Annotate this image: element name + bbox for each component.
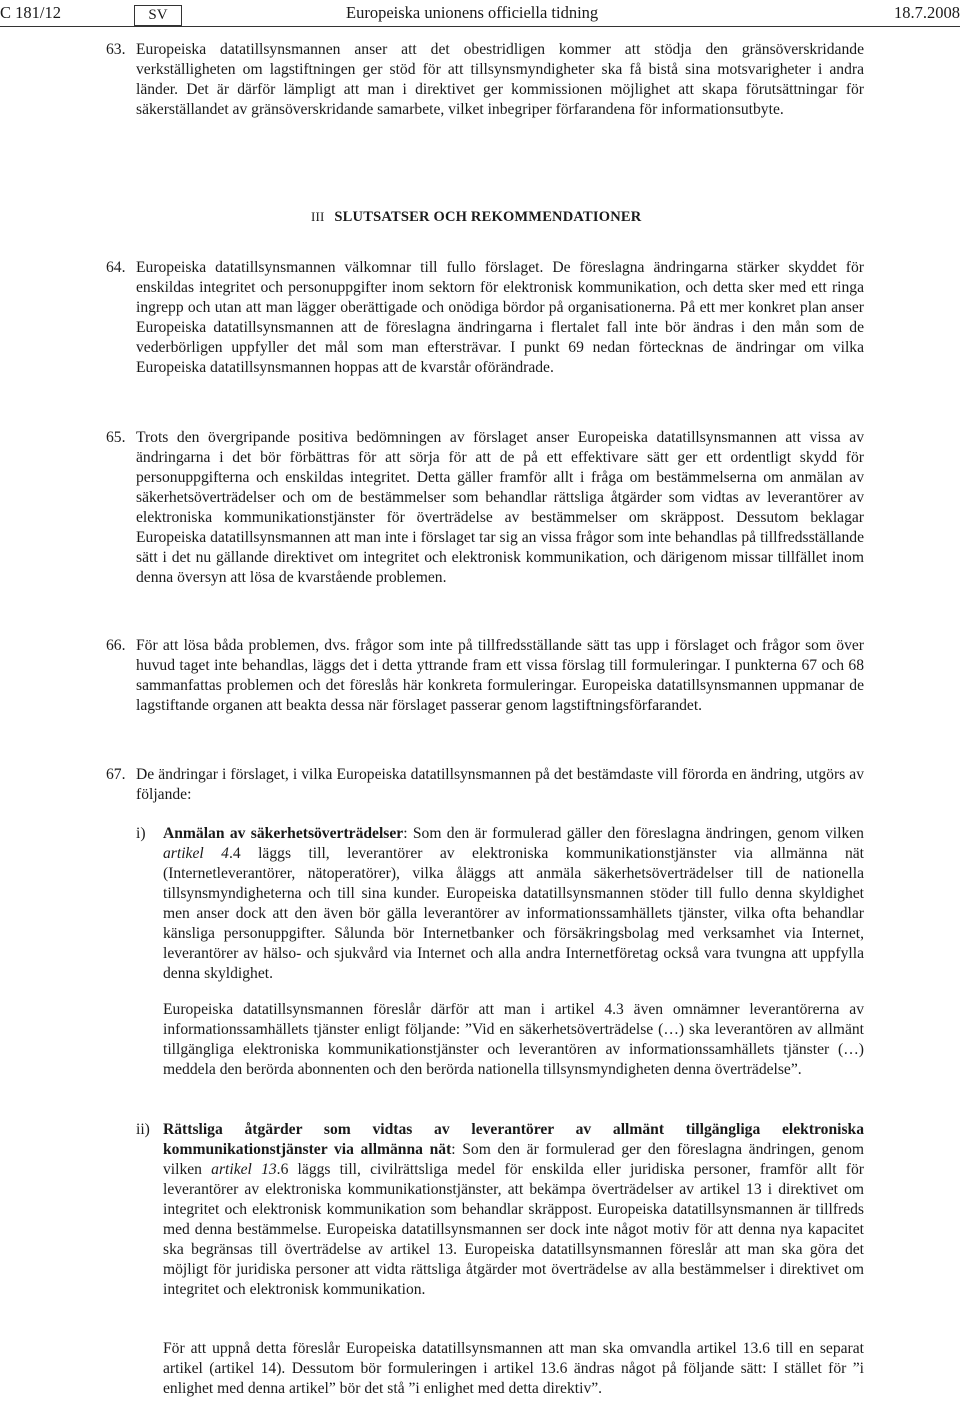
article-reference: artikel 4: [163, 845, 229, 862]
list-item-text: [163, 824, 864, 984]
paragraph-number: 66.: [106, 637, 126, 654]
list-item-title: Anmälan av säkerhetsöverträdelser: [163, 825, 404, 842]
paragraph-66: [106, 636, 864, 716]
list-item-label: ii): [136, 1121, 150, 1138]
continuation-text: För att uppnå detta föreslår Europeiska datatillsynsmannen att man ska omvandla artikel 13.6 till en separat artikel (artikel 14). Dessutom bör formuleringen i artikel 13.6 ändras något på följande sätt: I stället för ”i enlighet med denna artikel” bör det stå ”i enlighet med detta direktiv”.: [163, 1340, 864, 1397]
continuation-text: Europeiska datatillsynsmannen föreslår därför att man i artikel 4.3 även omnämner leverantörerna av informationssamhällets tjänster enligt följande: ”Vid en säkerhetsöverträdelse (…) ska leverantören av allmänt tillgängliga elektroniska kommunikationstjänster och leverantören av informationssamhällets tjänster (…) meddela den berörda abonnenten och den berörda nationella tillsynsmyndigheten denna överträdelse”.: [163, 1001, 864, 1078]
paragraph-64: [106, 258, 864, 378]
list-item-text-part: .6 läggs till, civilrättsliga medel för enskilda eller juridiska personer, framför allt för leverantörer av elektroniska kommunikationstjänster, att bekämpa överträdelser av artikel 13 i direktivet om integritet och elektronisk kommunikation som behandlar skräppost. Europeiska datatillsynsmannen är tillfreds med denna bestämmelse. Europeiska datatillsynsmannen ser dock inte något motiv för att denna nya kapacitet ska begränsas till överträdelse av artikel 13. Europeiska datatillsynsmannen föreslår att man ska göra det möjligt för juridiska personer att vidta rättsliga åtgärder mot överträdelse av alla bestämmelser i direktivet om integritet och elektronisk kommunikation.: [163, 1161, 864, 1298]
publication-date: 18.7.2008: [894, 3, 960, 22]
list-item-i-continuation: [163, 1000, 864, 1080]
list-item-label: i): [136, 825, 146, 842]
list-item-text: [163, 1120, 864, 1300]
language-badge: SV: [134, 5, 182, 26]
journal-title: Europeiska unionens officiella tidning: [346, 3, 599, 22]
paragraph-number: 63.: [106, 41, 126, 58]
paragraph-number: 65.: [106, 429, 126, 446]
header-rule: [0, 26, 960, 27]
section-heading: [311, 207, 641, 227]
paragraph-text: De ändringar i förslaget, i vilka Europeiska datatillsynsmannen på det bestämdaste vill förorda en ändring, utgörs av följande:: [136, 766, 864, 803]
list-item-text-part: : Som den är formulerad ger den föreslagna ändringen, genom vilken: [163, 1141, 864, 1178]
list-item-ii-continuation: [163, 1339, 864, 1399]
paragraph-text: Trots den övergripande positiva bedömningen av förslaget anser Europeiska datatillsynsmannen att vissa av ändringarna i det bör förbättras för att sörja för att de på ett effektivare sätt ger ett ordentligt skydd för personuppgifterna och enskildas integritet. Detta gäller framför allt i fråga om bestämmelserna om anmälan av säkerhetsöverträdelser och om de bestämmelser som behandlar rättsliga åtgärder som vidtas av leverantörer av elektroniska kommunikationstjänster för överträdelse av bestämmelser om skräppost. Dessutom beklagar Europeiska datatillsynsmannen att man inte i förslaget tar sig an vissa frågor som inte behandlas på tillfredsställande sätt i det nu gällande direktivet om integritet och elektronisk kommunikation, och därigenom missar tillfället inom denna översyn att lösa de kvarstående problemen.: [136, 429, 864, 586]
paragraph-63: [106, 40, 864, 120]
page-reference: C 181/12: [0, 3, 61, 22]
list-item-title: Rättsliga åtgärder som vidtas av leverantörer av allmänt tillgängliga elektroniska kommunikationstjänster via allmänna nät: [163, 1121, 864, 1158]
paragraph-67: [106, 765, 864, 805]
list-item-text-part: .4 läggs till, leverantörer av elektroniska kommunikationstjänster via allmänna nät (Internetleverantörer, nätoperatörer), vilka åläggs att anmäla säkerhetsöverträdelser till de nationella tillsynsmyndigheterna och till sina kunder. Europeiska datatillsynsmannen stöder till fullo denna skyldighet men anser dock att den även bör gälla leverantörer av informationssamhällets tjänster, vilka ofta behandlar känsliga personuppgifter. Sålunda bör Internetbanker och försäkringsbolag med verksamhet via Internet, leverantörer av hälso- och sjukvård via Internet och alla andra Internetföretag också vara tvungna att uppfylla denna skyldighet.: [163, 845, 864, 982]
paragraph-text: Europeiska datatillsynsmannen anser att det obestridligen kommer att stödja den gränsöverskridande verkställigheten om lagstiftningen ger stöd för att tillsynsmyndigheter ska få bistå sina motsvarigheter i andra länder. Det är därför lämpligt att man i direktivet ger kommissionen möjlighet att skapa förutsättningar för säkerställandet av gränsöverskridande samarbete, vilket inbegriper förfarandena för informationsutbyte.: [136, 41, 864, 118]
list-item-text-part: : Som den är formulerad gäller den föreslagna ändringen, genom vilken: [403, 825, 864, 842]
list-item-ii: [136, 1120, 864, 1300]
paragraph-65: [106, 428, 864, 588]
paragraph-text: För att lösa båda problemen, dvs. frågor som inte på tillfredsställande sätt tas upp i förslaget och frågor som över huvud taget inte behandlas, läggs det i detta yttrande fram ett vissa förslag till formuleringar. I punkterna 67 och 68 sammanfattas problemen och det föreslås här konkreta formuleringar. Europeiska datatillsynsmannen uppmanar de lagstiftande organen att beakta dessa när förslaget passerar genom lagstiftningsförfarandet.: [136, 637, 864, 714]
paragraph-number: 67.: [106, 766, 126, 783]
article-reference: artikel 13: [211, 1161, 277, 1178]
list-item-i: [136, 824, 864, 984]
section-title: SLUTSATSER OCH REKOMMENDATIONER: [334, 209, 642, 225]
section-number: III: [311, 209, 325, 224]
paragraph-text: Europeiska datatillsynsmannen välkomnar till fullo förslaget. De föreslagna ändringarna stärker skyddet för enskildas integritet och personuppgifter inom sektorn för elektronisk kommunikation, och detta sker med ett ringa ingrepp och utan att man lägger oberättigade och onödiga bördor på organisationerna. På ett mer konkret plan anser Europeiska datatillsynsmannen att de föreslagna ändringarna i flertalet fall inte bör ändras i den mån som de vederbörligen uppfyller det mål som man eftersträvar. I punkt 69 nedan förtecknas de ändringar om vilka Europeiska datatillsynsmannen hoppas att de kvarstår oförändrade.: [136, 259, 864, 376]
page-header: [0, 3, 960, 25]
paragraph-number: 64.: [106, 259, 126, 276]
